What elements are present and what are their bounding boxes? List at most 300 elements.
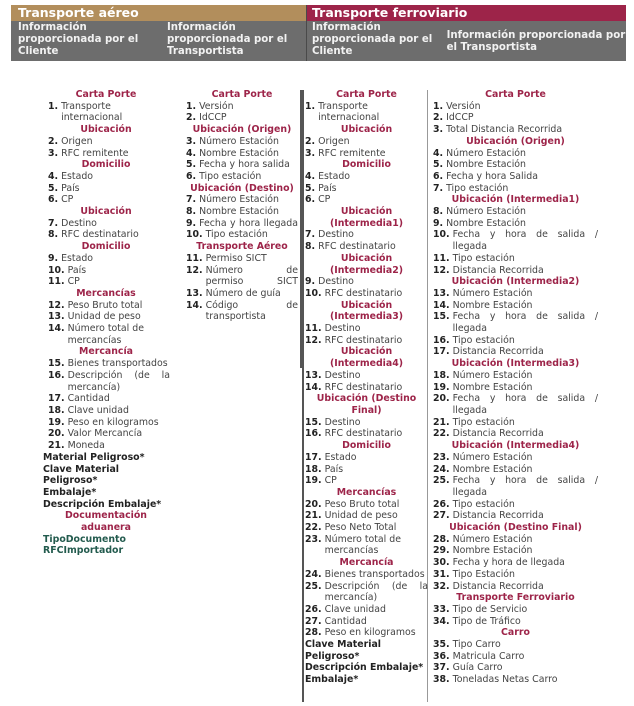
field-item: [305, 148, 428, 160]
field-label: CP: [67, 276, 80, 288]
field-label: Nombre Estación: [452, 463, 533, 475]
field-label: Nombre Estación: [199, 206, 279, 218]
field-number: 6.: [186, 170, 197, 182]
field-item: [305, 499, 428, 511]
optional-field-label: Descripción Embalaje*: [43, 498, 162, 510]
field-number: 27.: [433, 510, 450, 522]
field-item: [433, 112, 598, 124]
field-label: Distancia Recorrida: [452, 264, 544, 276]
field-number: 18.: [433, 369, 450, 381]
field-item: [433, 393, 598, 416]
field-number: 3.: [305, 147, 316, 159]
field-label: Destino: [324, 369, 361, 381]
field-label: Nombre Estación: [199, 147, 279, 159]
field-number: 12.: [48, 299, 65, 311]
air-transport-header: [11, 5, 306, 61]
section-heading: Ubicación: [80, 124, 132, 136]
field-label: Fecha y hora salida: [199, 159, 290, 171]
optional-field-label: Embalaje*: [43, 486, 97, 498]
field-number: 19.: [48, 416, 65, 428]
field-label: Tipo estación: [452, 252, 515, 264]
field-number: 1.: [433, 100, 444, 112]
field-label: Estado: [324, 451, 357, 463]
field-label: RFC remitente: [61, 147, 129, 159]
field-label: Número Estación: [199, 135, 279, 147]
field-label: Distancia Recorrida: [452, 580, 544, 592]
field-number: 7.: [186, 194, 197, 206]
field-item: [305, 522, 428, 534]
field-number: 20.: [305, 498, 322, 510]
field-number: 11.: [48, 276, 65, 288]
section-heading: Mercancías: [76, 287, 136, 299]
section-divider: [302, 90, 304, 702]
field-number: 22.: [433, 428, 450, 440]
field-number: 22.: [305, 522, 322, 534]
field-label: RFC remitente: [318, 147, 386, 159]
field-item: [305, 276, 428, 288]
section-heading: Ubicación: [80, 206, 132, 218]
field-item: [305, 335, 428, 347]
field-label: Número Estación: [446, 206, 526, 218]
rail-carrier-column-header: Información proporcionada por el Transportista: [446, 29, 626, 53]
section-heading: Ubicación (Intermedia3): [329, 299, 404, 323]
field-item: [186, 300, 298, 323]
section-heading: Transporte Ferroviario: [456, 592, 575, 604]
field-label: Distancia Recorrida: [452, 428, 544, 440]
field-label: Peso en kilogramos: [324, 627, 416, 639]
field-item: [48, 229, 170, 241]
field-item: [305, 417, 428, 429]
field-number: 3.: [186, 135, 197, 147]
field-label: Peso Bruto total: [67, 299, 143, 311]
field-number: 35.: [433, 639, 450, 651]
field-label: País: [318, 182, 337, 194]
field-label: Moneda: [67, 440, 105, 452]
field-label: Estado: [318, 170, 351, 182]
field-number: 25.: [305, 580, 322, 592]
field-item: [433, 452, 598, 464]
field-number: 19.: [433, 381, 450, 393]
field-item: [48, 265, 170, 277]
field-item: [433, 534, 598, 546]
field-number: 23.: [433, 451, 450, 463]
field-item: [305, 475, 428, 487]
field-label: Transporte internacional: [61, 100, 123, 124]
field-item: [305, 101, 428, 124]
field-number: 17.: [48, 393, 65, 405]
field-item: [433, 616, 598, 628]
field-number: 24.: [305, 568, 322, 580]
field-label: Matricula Carro: [452, 650, 525, 662]
field-item: [433, 382, 598, 394]
field-item: [433, 417, 598, 429]
field-item: [433, 346, 598, 358]
field-number: 10.: [305, 287, 322, 299]
field-label: Peso en kilogramos: [67, 416, 159, 428]
field-number: 4.: [433, 147, 444, 159]
field-number: 23.: [305, 533, 322, 545]
field-item: [305, 464, 428, 476]
field-label: Cantidad: [324, 615, 367, 627]
field-label: Número Estación: [452, 369, 533, 381]
field-label: RFC destinatario: [318, 241, 396, 253]
field-number: 5.: [186, 159, 197, 171]
field-item: [186, 218, 298, 230]
field-item: [48, 311, 170, 323]
field-number: 16.: [433, 334, 450, 346]
field-number: 10.: [48, 264, 65, 276]
section-heading: Domicilio: [81, 241, 131, 253]
field-number: 16.: [305, 428, 322, 440]
field-number: 34.: [433, 615, 450, 627]
field-number: 36.: [433, 650, 450, 662]
field-item: [186, 206, 298, 218]
field-item: [433, 288, 598, 300]
field-number: 14.: [48, 323, 65, 335]
field-item: [433, 475, 598, 498]
field-item: [305, 382, 428, 394]
field-item: [48, 276, 170, 288]
field-label: RFC destinatario: [324, 287, 403, 299]
field-item: [433, 265, 598, 277]
field-label: Versión: [199, 100, 234, 112]
field-item: [433, 674, 598, 686]
field-number: 18.: [305, 463, 322, 475]
field-label: Fecha y hora de salida / llegada: [452, 393, 598, 416]
section-heading: Mercancía: [339, 557, 394, 569]
field-label: Nombre Estación: [446, 217, 526, 229]
field-item: [305, 452, 428, 464]
field-item: [305, 510, 428, 522]
field-number: 13.: [186, 287, 203, 299]
field-label: RFC destinatario: [324, 334, 403, 346]
field-item: [48, 358, 170, 370]
field-item: [433, 335, 598, 347]
field-number: 8.: [433, 206, 444, 218]
field-item: [305, 229, 428, 241]
section-heading: Ubicación (Intermedia1): [451, 194, 580, 206]
field-item: [433, 253, 598, 265]
field-label: Número de permiso SICT: [205, 264, 298, 288]
rail-client-column-header: Información proporcionada por el Cliente: [312, 22, 433, 57]
field-number: 6.: [305, 194, 316, 206]
customs-field-label: RFCImportador: [43, 545, 124, 557]
field-item: [305, 616, 428, 628]
field-item: [48, 417, 170, 429]
section-heading: Carta Porte: [211, 89, 273, 100]
field-label: Tipo estación: [205, 229, 268, 241]
field-label: Fecha y hora Salida: [446, 170, 538, 182]
field-label: Tipo de Tráfico: [452, 615, 521, 627]
field-label: Tipo Estación: [452, 568, 515, 580]
field-label: Estado: [61, 170, 94, 182]
field-number: 17.: [305, 451, 322, 463]
field-label: Total Distancia Recorrida: [446, 124, 563, 136]
field-label: Número Estación: [452, 287, 533, 299]
section-heading: Domicilio: [81, 159, 131, 171]
field-label: Toneladas Netas Carro: [452, 674, 558, 686]
field-label: Bienes transportados: [67, 358, 168, 370]
field-number: 9.: [433, 217, 444, 229]
optional-field-label: Embalaje*: [305, 674, 359, 686]
field-item: [48, 218, 170, 230]
field-item: [186, 159, 298, 171]
field-label: Origen: [61, 135, 93, 147]
field-item: [305, 183, 428, 195]
field-item: [186, 229, 298, 241]
field-label: Tipo de Servicio: [452, 603, 528, 615]
field-item: [48, 183, 170, 195]
field-label: Tipo estación: [452, 334, 515, 346]
field-number: 16.: [48, 369, 65, 381]
optional-field-label: Clave Material Peligroso*: [43, 463, 120, 487]
section-heading: Ubicación (Intermedia2): [329, 252, 404, 276]
field-label: Nombre Estación: [452, 381, 533, 393]
section-heading: Ubicación (Intermedia2): [451, 276, 580, 288]
field-label: Número total de mercancías: [67, 323, 144, 346]
field-number: 5.: [305, 182, 316, 194]
field-number: 37.: [433, 662, 450, 674]
customs-field-label: TipoDocumento: [43, 533, 126, 545]
field-label: Destino: [324, 323, 361, 335]
field-number: 6.: [433, 170, 444, 182]
field-label: Número Estación: [452, 533, 533, 545]
field-item: [433, 604, 598, 616]
field-label: Versión: [446, 100, 481, 112]
field-item: [305, 627, 428, 639]
field-label: Estado: [61, 252, 94, 264]
field-item: [186, 194, 298, 206]
field-number: 26.: [305, 603, 322, 615]
field-number: 7.: [433, 182, 444, 194]
section-heading: Ubicación (Origen): [192, 124, 292, 136]
field-item: [305, 288, 428, 300]
field-number: 14.: [186, 299, 203, 311]
field-item: [433, 159, 598, 171]
section-heading: Documentación aduanera: [65, 510, 147, 534]
section-heading: Ubicación: [340, 124, 393, 136]
field-label: Fecha y hora de salida / llegada: [452, 311, 598, 335]
field-item: [433, 499, 598, 511]
field-number: 10.: [186, 229, 203, 241]
section-heading: Carta Porte: [336, 89, 397, 100]
field-label: Nombre Estación: [452, 299, 533, 311]
field-item: [48, 171, 170, 183]
field-number: 5.: [433, 159, 444, 171]
field-label: CP: [324, 475, 337, 487]
field-item: [433, 311, 598, 334]
field-label: Distancia Recorrida: [452, 346, 544, 358]
field-item: [48, 440, 170, 452]
field-number: 13.: [48, 311, 65, 323]
field-number: 21.: [48, 440, 65, 452]
field-label: Permiso SICT: [205, 252, 267, 264]
field-number: 14.: [305, 381, 322, 393]
field-label: Número Estación: [199, 194, 279, 206]
field-label: Clave unidad: [324, 603, 386, 615]
field-item: [433, 206, 598, 218]
field-number: 21.: [305, 510, 322, 522]
air-subheader: [11, 21, 306, 61]
field-label: Unidad de peso: [67, 311, 141, 323]
section-heading: Ubicación (Destino Final): [449, 522, 582, 534]
field-number: 1.: [305, 100, 316, 112]
field-label: País: [61, 182, 80, 194]
field-label: País: [324, 463, 344, 475]
field-number: 4.: [48, 170, 59, 182]
field-label: IdCCP: [199, 112, 227, 124]
field-number: 1.: [186, 100, 197, 112]
field-item: [433, 557, 598, 569]
field-number: 9.: [305, 276, 316, 288]
field-number: 8.: [305, 241, 316, 253]
field-item: [186, 265, 298, 288]
field-number: 3.: [48, 147, 59, 159]
field-number: 20.: [48, 428, 65, 440]
field-item: [48, 428, 170, 440]
field-number: 11.: [305, 323, 322, 335]
field-number: 15.: [433, 311, 450, 323]
field-label: Nombre Estación: [452, 545, 533, 557]
field-number: 11.: [186, 252, 203, 264]
field-item: [305, 569, 428, 581]
field-number: 1.: [48, 100, 59, 112]
field-label: RFC destinatario: [61, 229, 139, 241]
field-number: 29.: [433, 545, 450, 557]
field-item: [48, 323, 170, 346]
field-number: 18.: [48, 404, 65, 416]
section-heading: Carta Porte: [485, 89, 546, 100]
field-item: [433, 300, 598, 312]
air-carrier-field-list: [186, 89, 298, 323]
section-heading: Carta Porte: [75, 89, 137, 100]
section-heading: Mercancía: [79, 346, 133, 358]
field-item: [186, 171, 298, 183]
field-item: [305, 323, 428, 335]
field-label: Código de transportista: [205, 299, 298, 323]
field-number: 20.: [433, 393, 450, 405]
optional-field-label: Clave Material Peligroso*: [305, 639, 382, 662]
field-label: Unidad de peso: [324, 510, 398, 522]
field-label: Tipo estación: [199, 170, 262, 182]
field-label: Tipo estación: [452, 498, 515, 510]
field-item: [305, 428, 428, 440]
field-label: CP: [61, 194, 74, 206]
field-number: 14.: [433, 299, 450, 311]
field-item: [305, 136, 428, 148]
field-number: 13.: [433, 287, 450, 299]
field-item: [433, 370, 598, 382]
field-item: [186, 148, 298, 160]
field-label: Distancia Recorrida: [452, 510, 544, 522]
field-item: [48, 136, 170, 148]
field-number: 4.: [305, 170, 316, 182]
field-item: [433, 581, 598, 593]
air-client-field-list: [43, 89, 170, 557]
section-heading: Mercancías: [336, 486, 397, 498]
field-label: Peso Bruto total: [324, 498, 400, 510]
field-label: Número Estación: [452, 451, 533, 463]
rail-transport-header: [306, 5, 626, 61]
field-label: Fecha y hora de salida / llegada: [452, 229, 598, 253]
field-label: Transporte internacional: [318, 100, 380, 124]
rail-transport-title: Transporte ferroviario: [306, 5, 626, 21]
field-item: [48, 300, 170, 312]
field-number: 17.: [433, 346, 450, 358]
field-item: [48, 405, 170, 417]
field-number: 2.: [48, 135, 59, 147]
field-number: 9.: [186, 217, 197, 229]
field-label: IdCCP: [446, 112, 474, 124]
field-label: Guía Carro: [452, 662, 503, 674]
field-label: Fecha y hora llegada: [199, 217, 298, 229]
rail-subheader: [306, 21, 626, 61]
field-label: Peso Neto Total: [324, 522, 397, 534]
field-number: 9.: [48, 252, 59, 264]
field-number: 12.: [186, 264, 203, 276]
field-item: [48, 253, 170, 265]
field-item: [433, 662, 598, 674]
field-number: 13.: [305, 369, 322, 381]
field-item: [433, 124, 598, 136]
field-number: 8.: [186, 206, 197, 218]
field-number: 19.: [305, 475, 322, 487]
rail-carrier-field-list: [433, 89, 598, 686]
field-number: 38.: [433, 674, 450, 686]
field-item: [186, 101, 298, 113]
field-item: [305, 370, 428, 382]
field-label: Fecha y hora de salida / llegada: [452, 475, 598, 498]
field-number: 24.: [433, 463, 450, 475]
field-number: 4.: [186, 147, 197, 159]
field-item: [433, 639, 598, 651]
field-label: Clave unidad: [67, 404, 129, 416]
field-number: 28.: [305, 627, 322, 639]
field-label: Fecha y hora de llegada: [452, 557, 565, 569]
field-label: CP: [318, 194, 331, 206]
field-item: [433, 183, 598, 195]
field-item: [433, 651, 598, 663]
section-heading: Ubicación (Destino): [190, 182, 294, 194]
section-heading: Ubicación (Intermedia1): [329, 206, 404, 229]
optional-field-label: Material Peligroso*: [43, 451, 145, 463]
air-client-column-header: Información proporcionada por el Cliente: [18, 22, 139, 57]
field-item: [433, 464, 598, 476]
field-number: 3.: [433, 124, 444, 136]
optional-field-label: Descripción Embalaje*: [305, 662, 424, 674]
field-label: Tipo estación: [452, 416, 515, 428]
field-label: Cantidad: [67, 393, 110, 405]
field-label: Número Estación: [446, 147, 526, 159]
field-label: Tipo Carro: [452, 639, 501, 651]
field-number: 8.: [48, 229, 59, 241]
field-number: 28.: [433, 533, 450, 545]
field-item: [305, 171, 428, 183]
air-transport-title: Transporte aéreo: [11, 5, 306, 21]
field-number: 30.: [433, 557, 450, 569]
field-label: País: [67, 264, 87, 276]
field-item: [433, 148, 598, 160]
air-carrier-column-header: Información proporcionada por el Transportista: [167, 22, 288, 57]
field-number: 11.: [433, 252, 450, 264]
field-item: [186, 288, 298, 300]
field-number: 10.: [433, 229, 450, 241]
field-item: [305, 194, 428, 206]
field-label: Bienes transportados: [324, 568, 425, 580]
field-label: Destino: [61, 217, 97, 229]
field-label: Descripción (de la mercancía): [324, 580, 428, 604]
field-number: 15.: [305, 416, 322, 428]
